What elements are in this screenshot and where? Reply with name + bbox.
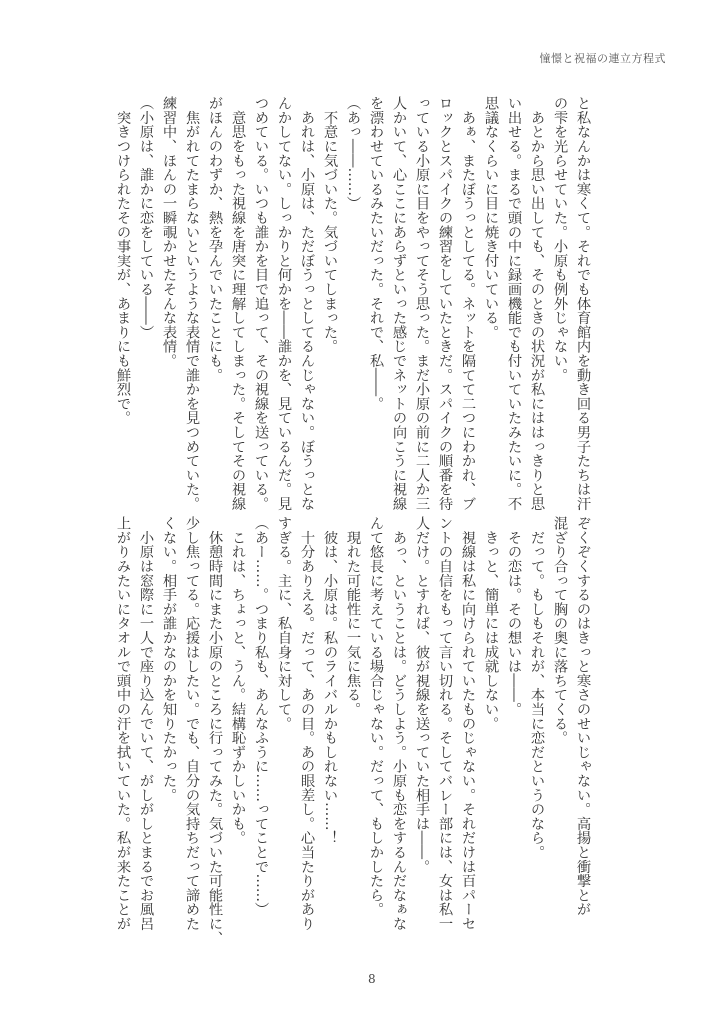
text-line: 不意に気づいた。気づいてしまった。: [322, 96, 338, 354]
text-line: 思議なくらいに目に焼き付いている。: [483, 96, 499, 340]
text-line: 彼は、小原は。私のライバルかもしれない……！: [322, 516, 338, 845]
text-line: 突きつけられたその事実が、あまりにも鮮烈で。: [115, 96, 131, 425]
text-line: 人だけ。とすれば、彼が視線を送っていた相手は――。: [414, 516, 430, 874]
text-line: だって。もしもそれが、本当に恋だというのなら。: [529, 516, 545, 860]
page-number: 8: [368, 972, 376, 986]
text-line: あとから思い出しても、そのときの状況が私にははっきりと思: [529, 96, 545, 511]
text-line: がほんのわずか、熱を孕んでいたことにも。: [207, 96, 223, 382]
text-line: 視線は私に向けられていたものじゃない。それだけは百パーセ: [460, 516, 476, 931]
text-line: い出せる。まるで頭の中に録画機能でも付いていたみたいに。不: [506, 96, 522, 511]
text-line: すぎる。主に、私自身に対して。: [276, 516, 292, 731]
text-line: んて悠長に考えている場合じゃない。だって、もしかしたら。: [368, 516, 384, 917]
text-line: 小原は窓際に一人で座り込んでいて、がしがしとまるでお風呂: [138, 516, 154, 931]
text-line: 混ざり合って胸の奥に落ちてくる。: [552, 516, 568, 745]
text-line: 上がりみたいにタオルで頭中の汗を拭いていた。私が来たことが: [115, 516, 131, 931]
text-line: の雫を光らせていた。小原も例外じゃない。: [552, 96, 568, 382]
text-line: 現れた可能性に一気に焦る。: [345, 516, 361, 717]
text-line: （あっ――……）: [345, 96, 361, 211]
text-line: きっと、簡単には成就しない。: [483, 516, 499, 731]
text-line: 少し焦ってる。応援はしたい。でも、自分の気持ちだって諦めた: [184, 516, 200, 931]
text-line: を漂わせているみたいだった。それで、私――。: [368, 96, 384, 411]
text-line: ぞくぞくするのはきっと寒さのせいじゃない。高揚と衝撃とが: [575, 516, 591, 917]
text-block-top: [111, 96, 594, 511]
text-line: あぁ、またぼうっとしてる。ネットを隔てて二つにわかれ、ブ: [460, 96, 476, 511]
running-header-title: 憧憬と祝福の連立方程式: [539, 52, 666, 65]
text-line: その恋は。その想いは――。: [506, 516, 522, 717]
text-line: （小原は、誰かに恋をしている――）: [138, 96, 154, 340]
text-line: 十分ありえる。だって、あの目。あの眼差し。心当たりがあり: [299, 516, 315, 931]
text-line: 意思をもった視線を唐突に理解してしまった。そしてその視線: [230, 96, 246, 511]
text-line: んかしてない。しっかりと何かを――誰かを、見ているんだ。見: [276, 96, 292, 511]
text-line: ロックとスパイクの練習をしていたときだ。スパイクの順番を待: [437, 96, 453, 511]
text-block-bottom: [111, 516, 594, 945]
text-line: 休憩時間にまた小原のところに行ってみた。気づいた可能性に、: [207, 516, 223, 945]
text-line: 焦がれてたまらないというような表情で誰かを見つめていた。: [184, 96, 200, 511]
text-line: （あー……。つまり私も、あんなふうに……ってことで……）: [253, 516, 269, 917]
text-line: これは、ちょっと、うん。結構恥ずかしいかも。: [230, 516, 246, 845]
text-line: 人かいて、心ここにあらずといった感じでネットの向こうに視線: [391, 96, 407, 511]
text-line: 練習中、ほんの一瞬覗かせたそんな表情。: [161, 96, 177, 368]
text-line: っている小原に目をやってそう思った。まだ小原の前に二人か三: [414, 96, 430, 511]
text-line: くない。相手が誰かなのかを知りたかった。: [161, 516, 177, 802]
text-line: ントの自信をもって言い切れる。そしてバレー部には、女は私一: [437, 516, 453, 931]
text-line: あっ、ということは。どうしよう。小原も恋をするんだなぁな: [391, 516, 407, 931]
text-line: と私なんかは寒くて。それでも体育館内を動き回る男子たちは汗: [575, 96, 591, 511]
text-line: つめている。いつも誰かを目で追って、その視線を送っている。: [253, 96, 269, 511]
text-line: あれは、小原は、ただぼうっとしてるんじゃない。ぼうっとな: [299, 96, 315, 511]
